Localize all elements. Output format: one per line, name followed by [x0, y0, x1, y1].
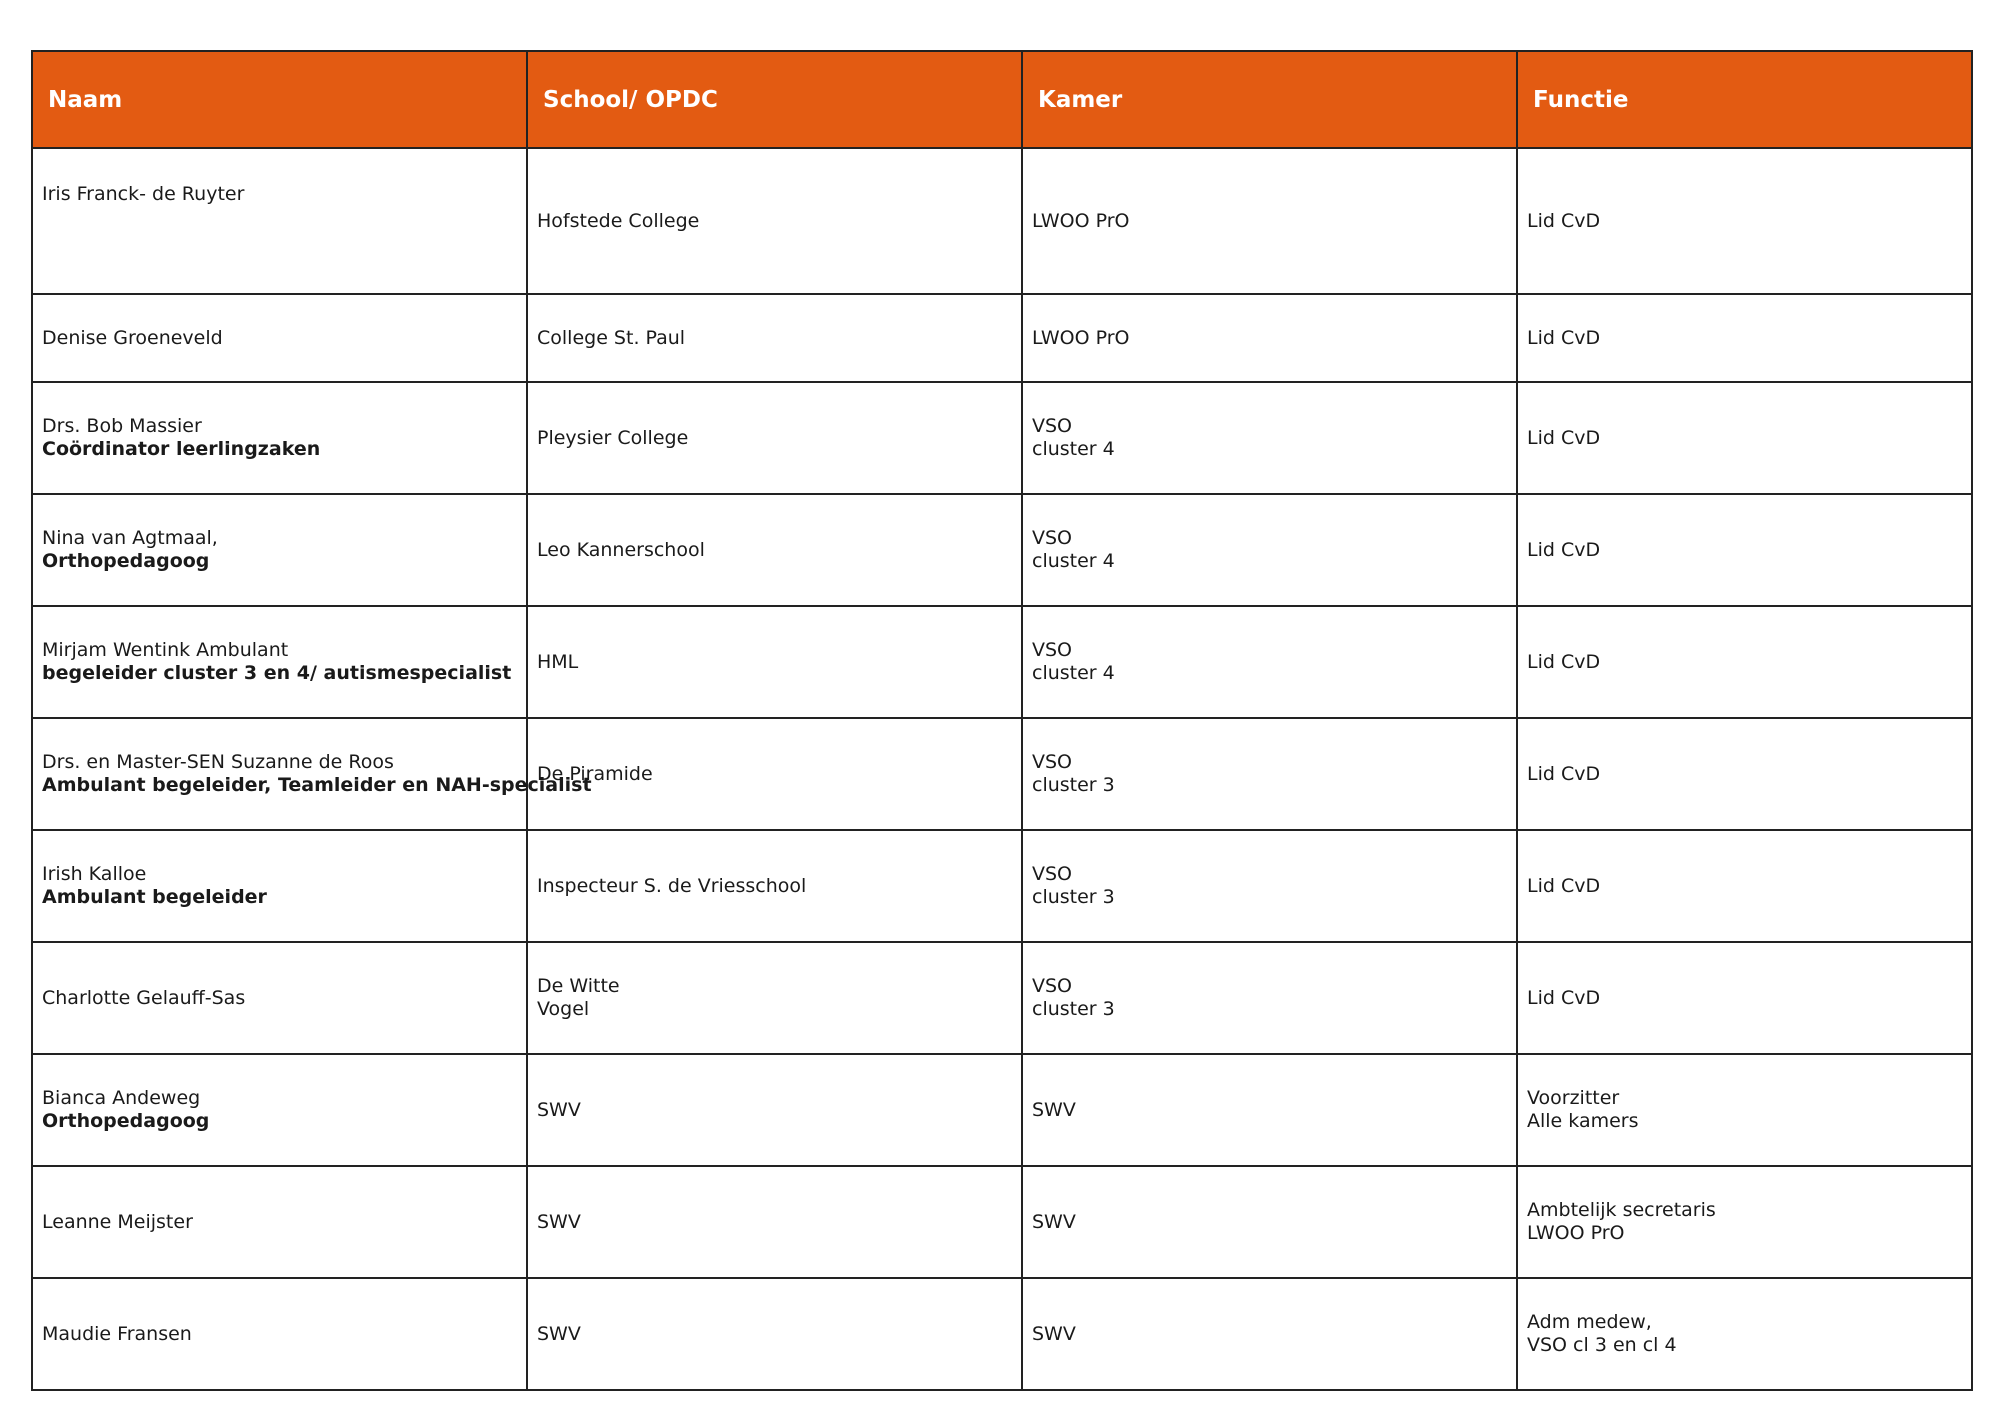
- table-row: [32, 1054, 1972, 1166]
- member-name: Bianca Andeweg: [42, 1087, 201, 1109]
- kamer-line: cluster 3: [1032, 998, 1115, 1020]
- cell-functie: [1517, 942, 1972, 1054]
- functie-line: Lid CvD: [1527, 874, 1601, 897]
- header-kamer: Kamer: [1022, 51, 1517, 148]
- functie-line: Lid CvD: [1527, 209, 1601, 232]
- table-row: [32, 830, 1972, 942]
- school-line: De Witte: [537, 975, 620, 997]
- school-line: SWV: [537, 1210, 581, 1233]
- cell-naam: [32, 830, 527, 942]
- member-role: begeleider cluster 3 en 4/ autismespecialist: [42, 662, 512, 684]
- cell-functie: [1517, 718, 1972, 830]
- school-line: Inspecteur S. de Vriesschool: [537, 874, 807, 897]
- cell-functie: [1517, 606, 1972, 718]
- member-name: Iris Franck- de Ruyter: [42, 183, 245, 205]
- cell-naam: [32, 1166, 527, 1278]
- kamer-line: LWOO PrO: [1032, 209, 1130, 232]
- member-name: Denise Groeneveld: [42, 326, 223, 349]
- cell-kamer: [1022, 830, 1517, 942]
- cell-functie: [1517, 382, 1972, 494]
- cell-kamer: [1022, 606, 1517, 718]
- cell-school: [527, 830, 1022, 942]
- cell-kamer: [1022, 1054, 1517, 1166]
- kamer-line: cluster 4: [1032, 438, 1115, 460]
- cell-school: [527, 1054, 1022, 1166]
- member-role: Orthopedagoog: [42, 1110, 210, 1132]
- kamer-line: SWV: [1032, 1098, 1076, 1121]
- cell-school: [527, 294, 1022, 382]
- cell-functie: [1517, 1278, 1972, 1390]
- kamer-line: VSO: [1032, 975, 1073, 997]
- cell-naam: [32, 942, 527, 1054]
- cell-naam: [32, 718, 592, 830]
- functie-line: Lid CvD: [1527, 538, 1601, 561]
- school-line: SWV: [537, 1322, 581, 1345]
- member-name: Mirjam Wentink Ambulant: [42, 639, 289, 661]
- members-table: [31, 50, 1973, 1391]
- cell-school: [527, 718, 1022, 830]
- member-role: Orthopedagoog: [42, 550, 210, 572]
- cell-functie: [1517, 1166, 1972, 1278]
- member-role: Ambulant begeleider: [42, 886, 267, 908]
- kamer-line: SWV: [1032, 1210, 1076, 1233]
- table-row: [32, 148, 1972, 294]
- kamer-line: cluster 3: [1032, 774, 1115, 796]
- member-name: Drs. Bob Massier: [42, 415, 202, 437]
- cell-functie: [1517, 494, 1972, 606]
- cell-naam: [32, 382, 527, 494]
- header-functie: Functie: [1517, 51, 1972, 148]
- table-header: [32, 51, 1972, 148]
- kamer-line: SWV: [1032, 1322, 1076, 1345]
- functie-line: Adm medew,: [1527, 1311, 1652, 1333]
- cell-kamer: [1022, 382, 1517, 494]
- header-naam: Naam: [32, 51, 527, 148]
- cell-kamer: [1022, 1278, 1517, 1390]
- member-role: Coördinator leerlingzaken: [42, 438, 321, 460]
- table-row: [32, 494, 1972, 606]
- functie-line: LWOO PrO: [1527, 1222, 1625, 1244]
- school-line: Leo Kannerschool: [537, 538, 705, 561]
- functie-line: VSO cl 3 en cl 4: [1527, 1334, 1677, 1356]
- functie-line: Lid CvD: [1527, 762, 1601, 785]
- functie-line: Lid CvD: [1527, 326, 1601, 349]
- cell-kamer: [1022, 718, 1517, 830]
- table-row: [32, 942, 1972, 1054]
- header-school: School/ OPDC: [527, 51, 1022, 148]
- cell-functie: [1517, 148, 1972, 294]
- school-line: SWV: [537, 1098, 581, 1121]
- member-name: Leanne Meijster: [42, 1210, 193, 1233]
- cell-functie: [1517, 830, 1972, 942]
- cell-school: [527, 606, 1022, 718]
- table-row: [32, 718, 1972, 830]
- cell-functie: [1517, 294, 1972, 382]
- kamer-line: VSO: [1032, 639, 1073, 661]
- school-line: Vogel: [537, 998, 590, 1020]
- cell-kamer: [1022, 1166, 1517, 1278]
- cell-functie: [1517, 1054, 1972, 1166]
- cell-naam: [32, 494, 527, 606]
- cell-school: [527, 494, 1022, 606]
- kamer-line: cluster 4: [1032, 550, 1115, 572]
- kamer-line: VSO: [1032, 751, 1073, 773]
- cell-kamer: [1022, 494, 1517, 606]
- table-row: [32, 382, 1972, 494]
- school-line: Pleysier College: [537, 426, 689, 449]
- kamer-line: VSO: [1032, 527, 1073, 549]
- functie-line: Voorzitter: [1527, 1087, 1620, 1109]
- member-role: Ambulant begeleider, Teamleider en NAH-specialist: [42, 774, 592, 796]
- kamer-line: cluster 3: [1032, 886, 1115, 908]
- functie-line: Lid CvD: [1527, 426, 1601, 449]
- cell-naam: [32, 1054, 527, 1166]
- cell-naam: [32, 294, 527, 382]
- school-line: HML: [537, 650, 579, 673]
- functie-line: Alle kamers: [1527, 1110, 1639, 1132]
- functie-line: Ambtelijk secretaris: [1527, 1199, 1716, 1221]
- kamer-line: cluster 4: [1032, 662, 1115, 684]
- cell-school: [527, 148, 1022, 294]
- member-name: Irish Kalloe: [42, 863, 147, 885]
- cell-naam: [32, 1278, 527, 1390]
- table-row: [32, 1166, 1972, 1278]
- school-line: College St. Paul: [537, 326, 686, 349]
- cell-kamer: [1022, 942, 1517, 1054]
- cell-school: [527, 382, 1022, 494]
- table-body: [32, 148, 1972, 1390]
- member-name: Charlotte Gelauff-Sas: [42, 986, 246, 1009]
- table-row: [32, 1278, 1972, 1390]
- member-name: Drs. en Master-SEN Suzanne de Roos: [42, 751, 394, 773]
- cell-school: [527, 1166, 1022, 1278]
- header-row: [32, 51, 1972, 148]
- member-name: Maudie Fransen: [42, 1322, 192, 1345]
- cell-kamer: [1022, 294, 1517, 382]
- cell-kamer: [1022, 148, 1517, 294]
- school-line: Hofstede College: [537, 209, 700, 232]
- table-row: [32, 294, 1972, 382]
- cell-naam: [32, 148, 527, 294]
- kamer-line: VSO: [1032, 415, 1073, 437]
- kamer-line: LWOO PrO: [1032, 326, 1130, 349]
- cell-school: [527, 1278, 1022, 1390]
- functie-line: Lid CvD: [1527, 986, 1601, 1009]
- table-row: [32, 606, 1972, 718]
- functie-line: Lid CvD: [1527, 650, 1601, 673]
- cell-school: [527, 942, 1022, 1054]
- cell-naam: [32, 606, 527, 718]
- kamer-line: VSO: [1032, 863, 1073, 885]
- school-line: De Piramide: [537, 762, 653, 785]
- member-name: Nina van Agtmaal,: [42, 527, 218, 549]
